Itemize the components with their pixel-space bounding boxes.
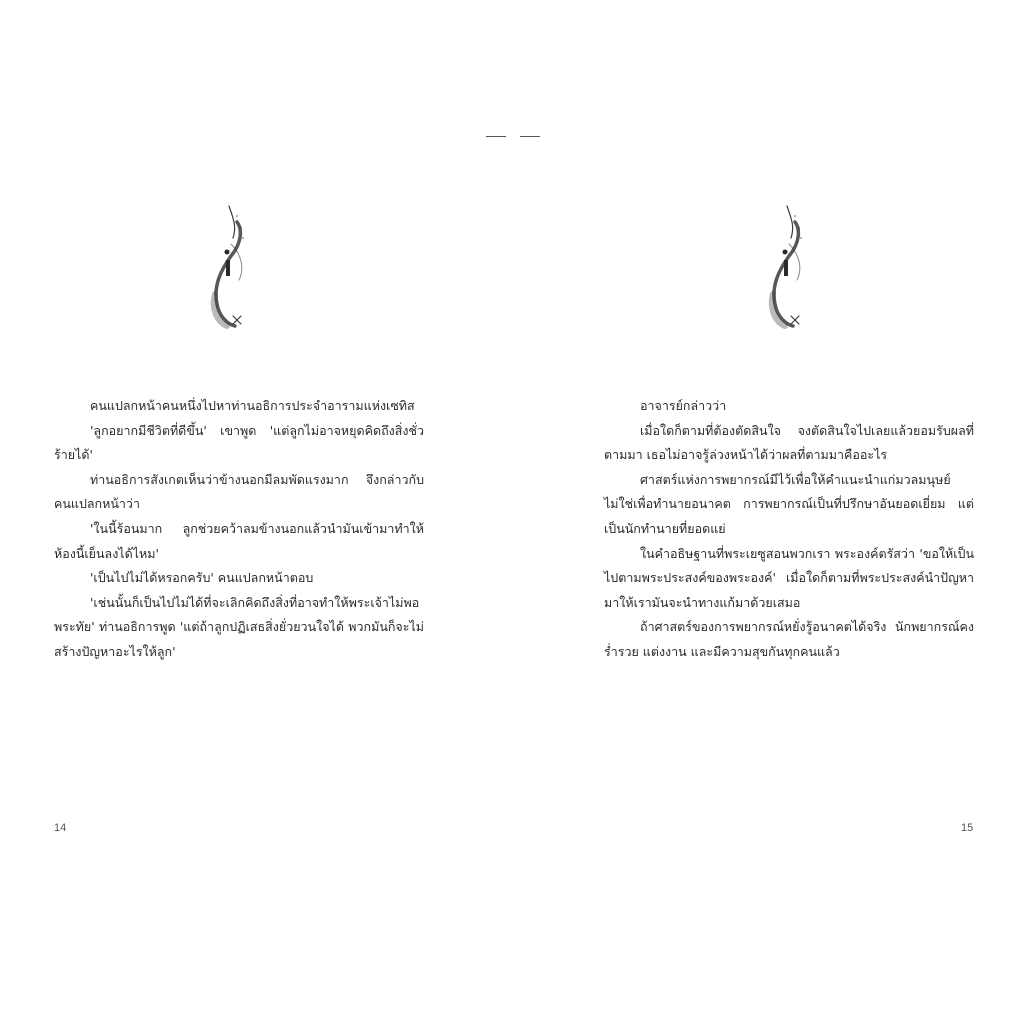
left-page-text	[54, 394, 424, 665]
page-number: 15	[961, 822, 974, 834]
paragraph: 'เป็นไปไม่ได้หรอกครับ' คนแปลกหน้าตอบ	[90, 570, 314, 586]
paragraph: ในคำอธิษฐานที่พระเยซูสอนพวกเรา พระองค์ตรัสว่า 'ขอให้เป็นไปตามพระประสงค์ของพระองค์' เมื่อใดก็ตามที่พระประสงค์นำปัญหามาให้เรามันจะนำทางแก้มาด้วยเสมอ	[604, 545, 974, 610]
paragraph: เมื่อใดก็ตามที่ต้องตัดสินใจ จงตัดสินใจไปเลยแล้วยอมรับผลที่ตามมา เธอไม่อาจรู้ล่วงหน้าได้ว่าผลที่ตามมาคืออะไร	[604, 422, 974, 463]
page-number: 14	[54, 822, 67, 834]
paragraph: ศาสตร์แห่งการพยากรณ์มีไว้เพื่อให้คำแนะนำแก่มวลมนุษย์ ไม่ใช่เพื่อทำนายอนาคต การพยากรณ์เป็นที่ปรึกษาอันยอดเยี่ยม แต่เป็นนักทำนายที่ยอดแย่	[604, 471, 974, 536]
paragraph: 'เช่นนั้นก็เป็นไปไม่ได้ที่จะเลิกคิดถึงสิ่งที่อาจทำให้พระเจ้าไม่พอพระทัย' ท่านอธิการพูด 'แต่ถ้าลูกปฏิเสธสิ่งยั่วยวนใจได้ พวกมันก็จะไม่สร้างปัญหาอะไรให้ลูก'	[54, 594, 424, 659]
ink-brush-flourish-icon	[765, 204, 805, 330]
paragraph: อาจารย์กล่าวว่า	[640, 398, 727, 413]
paragraph: 'ในนี้ร้อนมาก ลูกช่วยคว้าลมข้างนอกแล้วนำมันเข้ามาทำให้ห้องนี้เย็นลงได้ไหม'	[54, 520, 424, 561]
paragraph: คนแปลกหน้าคนหนึ่งไปหาท่านอธิการประจำอารามแห่งเซทิส	[90, 398, 415, 413]
right-page	[512, 0, 1024, 1024]
paragraph: 'ลูกอยากมีชีวิตที่ดีขึ้น' เขาพูด 'แต่ลูกไม่อาจหยุดคิดถึงสิ่งชั่วร้ายได้'	[54, 422, 424, 463]
paragraph: ถ้าศาสตร์ของการพยากรณ์หยั่งรู้อนาคตได้จริง นักพยากรณ์คงร่ำรวย แต่งงาน และมีความสุขกันทุกคนแล้ว	[604, 619, 974, 659]
right-page-text	[604, 394, 974, 665]
ink-brush-flourish-icon	[207, 204, 247, 330]
paragraph: ท่านอธิการสังเกตเห็นว่าข้างนอกมีลมพัดแรงมาก จึงกล่าวกับคนแปลกหน้าว่า	[54, 471, 424, 512]
